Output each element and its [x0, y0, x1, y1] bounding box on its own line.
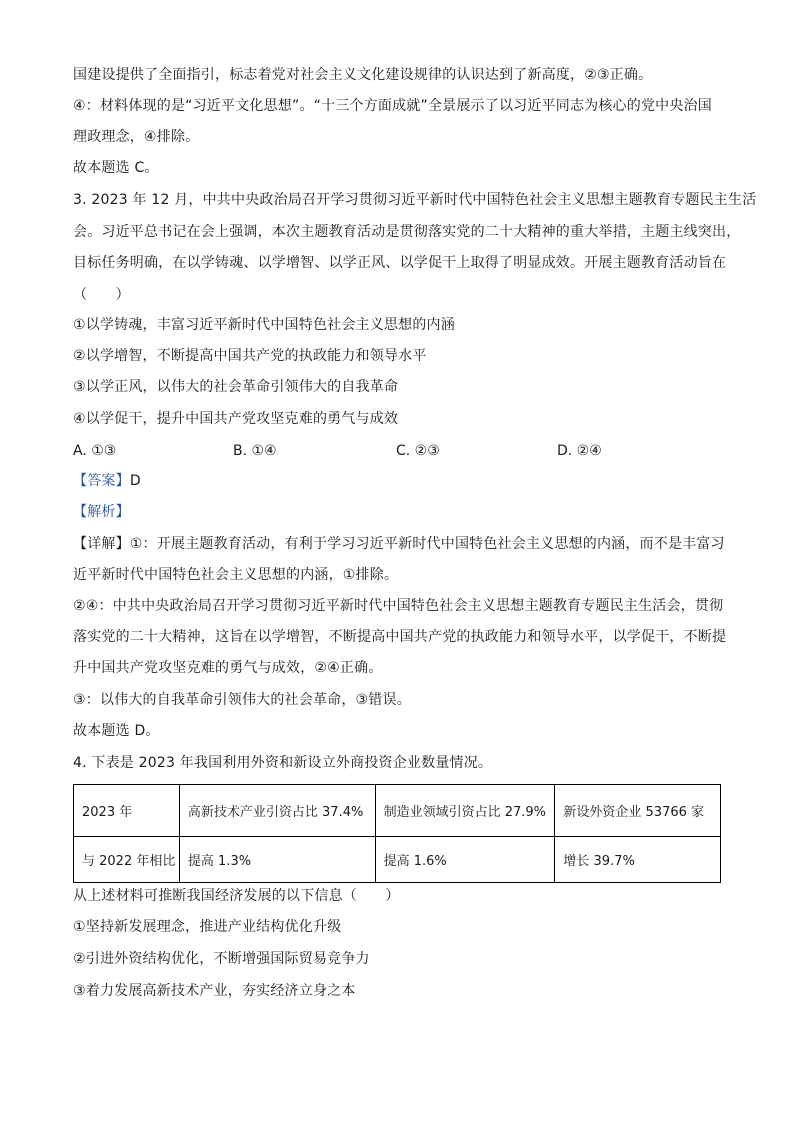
table-row	[74, 785, 721, 837]
table-cell: 制造业领域引资占比 27.9%	[375, 785, 555, 837]
table-cell: 新设外资企业 53766 家	[555, 785, 721, 837]
answer-value: D	[129, 473, 141, 489]
table-cell: 高新技术产业引资占比 37.4%	[179, 785, 375, 837]
detail-line: 升中国共产党攻坚克难的勇气与成效，②④正确。	[73, 660, 383, 676]
answer-blank: （ ）	[73, 287, 130, 303]
statement-1: ①以学铸魂，丰富习近平新时代中国特色社会主义思想的内涵	[73, 317, 455, 333]
option-c: C. ②③	[396, 443, 440, 459]
text-line: 目标任务明确，在以学铸魂、以学增智、以学正风、以学促干上取得了明显成效。开展主题教育活动旨在	[73, 255, 727, 271]
table-row	[74, 837, 721, 883]
answer-tag: 【答案】	[73, 473, 130, 489]
table-cell: 与 2022 年相比	[74, 837, 180, 883]
statement-2: ②引进外资结构优化，不断增强国际贸易竞争力	[73, 951, 370, 967]
table-cell: 提高 1.6%	[375, 837, 555, 883]
statement-2: ②以学增智，不断提高中国共产党的执政能力和领导水平	[73, 348, 427, 364]
table-cell: 2023 年	[74, 785, 180, 837]
analysis-tag: 【解析】	[73, 504, 130, 520]
statement-3: ③以学正风，以伟大的社会革命引领伟大的自我革命	[73, 379, 399, 395]
text-line: 会。习近平总书记在会上强调，本次主题教育活动是贯彻落实党的二十大精神的重大举措，主题主线突出，	[73, 224, 741, 240]
option-d: D. ②④	[557, 443, 602, 459]
statement-3: ③着力发展高新技术产业，夯实经济立身之本	[73, 983, 356, 999]
table-cell: 增长 39.7%	[555, 837, 721, 883]
detail-line: 近平新时代中国特色社会主义思想的内涵，①排除。	[73, 567, 399, 583]
statement-4: ④以学促干，提升中国共产党攻坚克难的勇气与成效	[73, 411, 399, 427]
detail-line: ②④：中共中央政治局召开学习贯彻习近平新时代中国特色社会主义思想主题教育专题民主生活会，贯彻	[73, 598, 724, 614]
question-4-prompt: 从上述材料可推断我国经济发展的以下信息（ ）	[73, 888, 400, 904]
detail-line: ③：以伟大的自我革命引领伟大的社会革命，③错误。	[73, 692, 411, 708]
detail-line: 落实党的二十大精神，这旨在以学增智，不断提高中国共产党的执政能力和领导水平，以学促干，不断提	[73, 629, 727, 645]
detail-line: 故本题选 D。	[73, 723, 160, 739]
text-line: 理政理念，④排除。	[73, 129, 200, 145]
data-table	[73, 784, 721, 883]
option-b: B. ①④	[233, 443, 277, 459]
text-line: 故本题选 C。	[73, 160, 159, 176]
text-line: 国建设提供了全面指引，标志着党对社会主义文化建设规律的认识达到了新高度，②③正确。	[73, 67, 653, 83]
answer-line	[73, 471, 141, 491]
table-cell: 提高 1.3%	[179, 837, 375, 883]
text-line: ④：材料体现的是“习近平文化思想”。“十三个方面成就”全景展示了以习近平同志为核心的党中央治国	[73, 98, 712, 114]
question-3-stem: 3. 2023 年 12 月，中共中央政治局召开学习贯彻习近平新时代中国特色社会主义思想主题教育专题民主生活	[73, 192, 757, 208]
question-4-stem: 4. 下表是 2023 年我国利用外资和新设立外商投资企业数量情况。	[73, 755, 493, 771]
option-a: A. ①③	[73, 443, 117, 459]
statement-1: ①坚持新发展理念，推进产业结构优化升级	[73, 919, 342, 935]
detail-line: 【详解】①：开展主题教育活动，有利于学习习近平新时代中国特色社会主义思想的内涵，而不是丰富习	[73, 536, 725, 552]
